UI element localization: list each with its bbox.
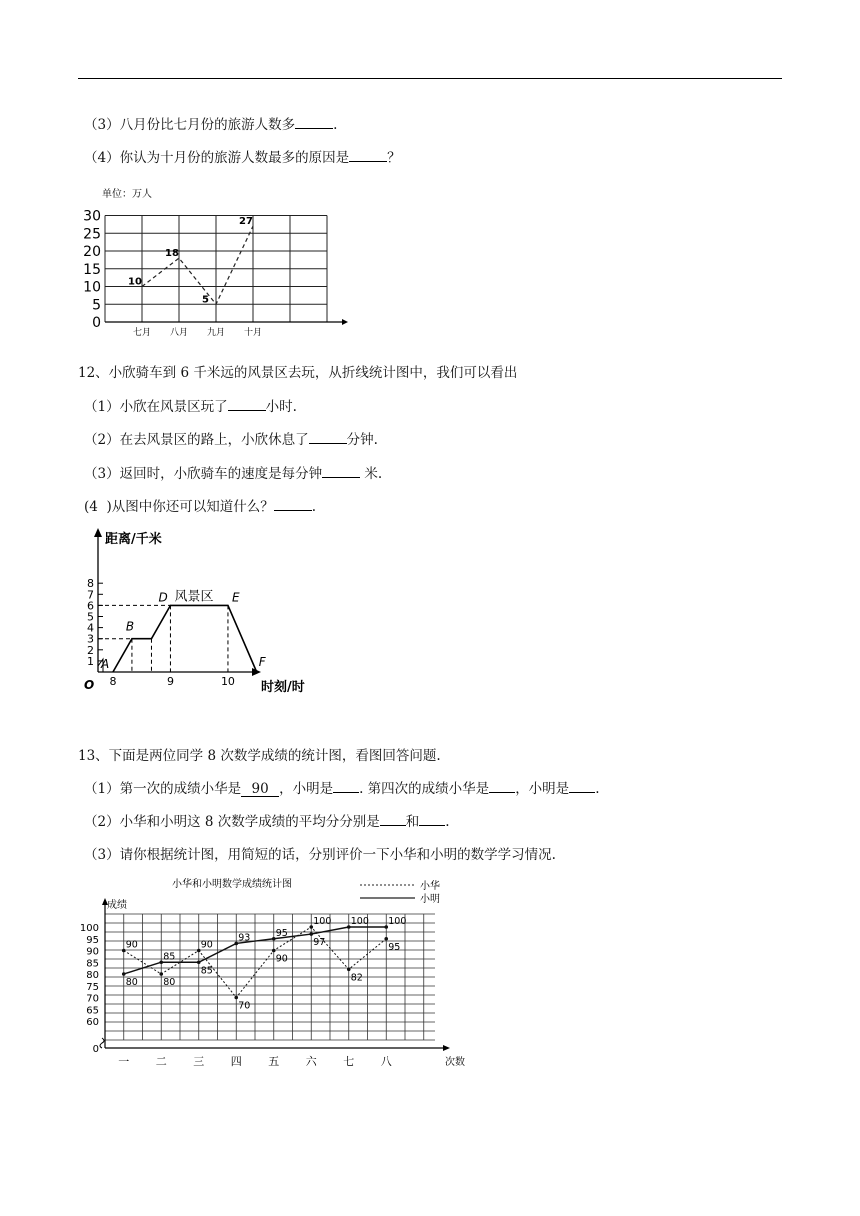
- q12-stem: 12、小欣骑车到 6 千米远的风景区去玩，从折线统计图中，我们可以看出: [78, 365, 518, 381]
- data-point: [347, 968, 351, 972]
- answer-blank[interactable]: [322, 462, 360, 478]
- x-tick-label: 十月: [243, 328, 263, 338]
- x-axis-arrow: [443, 1045, 450, 1051]
- y-axis-label: 成绩: [107, 900, 127, 911]
- answer-blank[interactable]: 90: [241, 781, 279, 797]
- q12-item1: （1）小欣在风景区玩了 小时.: [84, 395, 297, 415]
- data-label: 85: [163, 951, 176, 963]
- y-tick-label: 7: [87, 588, 94, 602]
- answer-blank[interactable]: [419, 810, 445, 826]
- distance-time-chart: [80, 525, 340, 695]
- data-label: 70: [238, 1000, 251, 1012]
- data-label: 97: [313, 937, 326, 949]
- annotation: 风景区: [174, 589, 214, 605]
- y-tick-label: 95: [86, 934, 99, 946]
- data-label: 10: [128, 276, 142, 288]
- data-label: 18: [165, 248, 179, 260]
- q13-item3: （3）请你根据统计图，用简短的话，分别评价一下小华和小明的数学学习情况.: [84, 847, 556, 863]
- data-label: 95: [275, 927, 288, 939]
- answer-blank[interactable]: [380, 810, 406, 826]
- x-tick-label: 六: [305, 1055, 317, 1068]
- y-tick-label: 8: [87, 577, 94, 591]
- x-tick-label: 七: [343, 1055, 355, 1068]
- x-tick-label: 10: [220, 675, 235, 688]
- point-label: E: [231, 590, 240, 605]
- point-label: B: [125, 619, 135, 634]
- y-tick-label: 3: [87, 632, 94, 646]
- x-tick-label: 四: [230, 1055, 242, 1068]
- data-label: 95: [388, 941, 401, 953]
- data-point: [122, 972, 126, 976]
- point-label: D: [158, 590, 168, 605]
- answer-blank[interactable]: [228, 395, 266, 411]
- x-tick-label: 九月: [206, 328, 226, 338]
- data-label: 90: [275, 953, 288, 965]
- point-label: A: [100, 657, 110, 671]
- x-tick-label: 9: [166, 675, 174, 688]
- header-rule: [78, 78, 782, 79]
- y-tick-label: 6: [87, 599, 94, 613]
- point-label: F: [258, 655, 266, 669]
- x-tick-label: 七月: [132, 328, 152, 338]
- tourism-line-chart: [80, 185, 355, 345]
- y-tick-label: 65: [86, 1005, 99, 1017]
- y-tick-label: 70: [86, 993, 99, 1005]
- legend-label: 小明: [420, 894, 440, 905]
- data-label: 27: [239, 216, 253, 228]
- q11-item3: （3）八月份比七月份的旅游人数多 .: [84, 113, 337, 133]
- data-label: 100: [313, 916, 332, 927]
- y-tick-label: 100: [79, 923, 99, 934]
- y-axis-label: 距离/千米: [105, 532, 162, 547]
- y-tick-label: 0: [92, 315, 101, 331]
- series-line: [142, 226, 253, 304]
- x-tick-label: 一: [118, 1055, 130, 1068]
- x-axis-label: 时刻/时: [261, 680, 305, 695]
- x-tick-label: 8: [109, 675, 117, 688]
- answer-blank[interactable]: [333, 777, 359, 793]
- x-axis-arrow: [342, 319, 348, 325]
- data-point: [309, 932, 313, 936]
- y-tick-label: 60: [86, 1017, 99, 1028]
- scores-line-chart: [75, 872, 485, 1072]
- answer-blank[interactable]: [295, 113, 333, 129]
- data-label: 85: [200, 965, 213, 977]
- q12-item2: （2）在去风景区的路上，小欣休息了 分钟.: [84, 428, 378, 448]
- data-point: [384, 937, 388, 941]
- y-tick-label: 1: [87, 654, 94, 668]
- answer-blank[interactable]: [309, 428, 347, 444]
- y-tick-label: 2: [87, 643, 94, 657]
- data-label: 93: [238, 932, 251, 944]
- chart-title: 小华和小明数学成绩统计图: [172, 879, 292, 890]
- data-label: 82: [350, 972, 363, 984]
- data-label: 80: [125, 977, 138, 988]
- answer-blank[interactable]: [274, 495, 312, 511]
- data-label: 100: [350, 916, 369, 927]
- y-tick-label: 10: [83, 279, 101, 296]
- y-tick-label: 30: [83, 208, 101, 225]
- q11-item4: （4）你认为十月份的旅游人数最多的原因是 ？: [84, 146, 401, 166]
- y-tick-label: 85: [86, 958, 99, 970]
- y-tick-label: 25: [83, 226, 101, 243]
- answer-blank[interactable]: [349, 146, 387, 162]
- q13-item1: （1）第一次的成绩小华是 90 ，小明是 . 第四次的成绩小华是 ，小明是 .: [84, 777, 599, 797]
- y-tick-label: 5: [87, 610, 94, 624]
- axis-break: [100, 1038, 104, 1048]
- x-tick-label: 八: [380, 1055, 392, 1068]
- data-label: 90: [200, 939, 213, 951]
- origin-label: O: [84, 678, 95, 692]
- data-label: 80: [163, 977, 176, 988]
- y-tick-label: 0: [92, 1044, 99, 1055]
- y-axis-arrow: [94, 528, 102, 537]
- x-tick-label: 三: [193, 1055, 205, 1068]
- q12-item3: （3）返回时，小欣骑车的速度是每分钟 米.: [84, 462, 382, 482]
- legend-label: 小华: [420, 881, 440, 892]
- q12-item4: (4 )从图中你还可以知道什么？ .: [84, 495, 316, 515]
- x-tick-label: 八月: [169, 328, 189, 338]
- data-point: [272, 949, 276, 953]
- data-label: 100: [388, 916, 407, 927]
- data-label: 90: [125, 939, 138, 951]
- data-label: 5: [202, 294, 209, 306]
- y-tick-label: 80: [86, 970, 99, 981]
- data-point: [159, 972, 163, 976]
- y-tick-label: 4: [87, 621, 94, 635]
- x-tick-label: 二: [155, 1055, 167, 1068]
- series-line: [113, 605, 257, 672]
- x-tick-label: 五: [268, 1055, 280, 1068]
- x-axis-label: 次数: [445, 1057, 465, 1068]
- y-tick-label: 5: [92, 297, 101, 314]
- q13-stem: 13、下面是两位同学 8 次数学成绩的统计图，看图回答问题.: [78, 748, 441, 764]
- y-tick-label: 20: [83, 244, 101, 260]
- data-point: [197, 960, 201, 964]
- y-tick-label: 15: [83, 261, 101, 278]
- q13-item2: （2）小华和小明这 8 次数学成绩的平均分分别是 和 .: [84, 810, 450, 830]
- answer-blank[interactable]: [489, 777, 515, 793]
- y-tick-label: 90: [86, 946, 99, 958]
- y-tick-label: 75: [86, 981, 99, 993]
- answer-blank[interactable]: [569, 777, 595, 793]
- unit-label: 单位：万人: [102, 189, 152, 200]
- data-point: [234, 996, 238, 1000]
